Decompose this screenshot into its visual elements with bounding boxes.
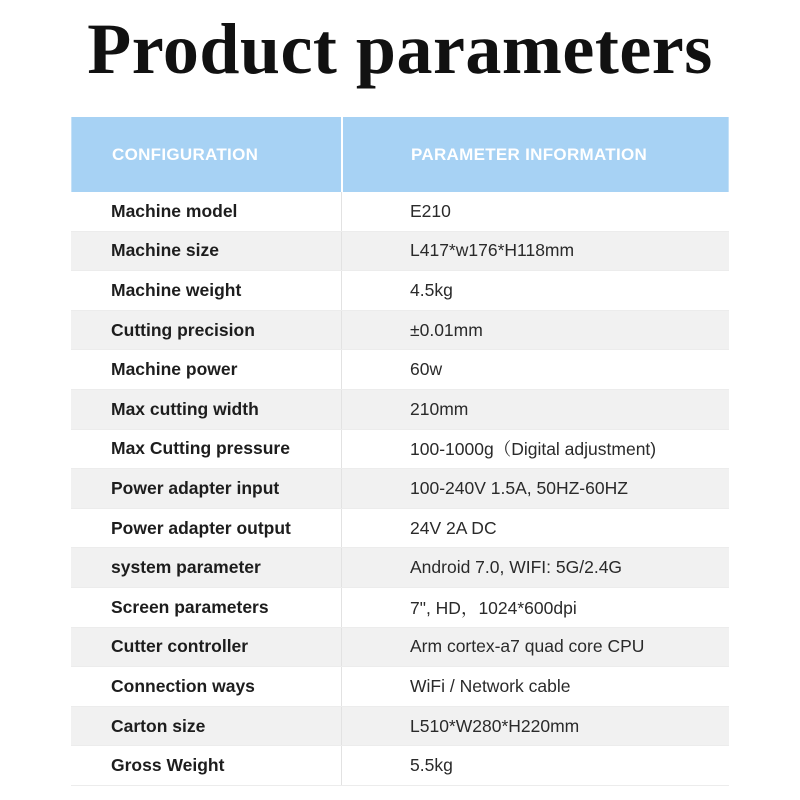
table-row: [71, 746, 729, 786]
row-value: E210: [410, 200, 451, 221]
spec-table: [71, 117, 729, 786]
row-label: Carton size: [71, 707, 342, 746]
row-value: 4.5kg: [410, 279, 453, 300]
header-parameter-information: PARAMETER INFORMATION: [411, 144, 648, 164]
table-row: [71, 311, 729, 351]
table-row: [71, 588, 729, 628]
row-label: Machine weight: [71, 271, 342, 310]
row-value: L510*W280*H220mm: [410, 715, 580, 736]
table-row: [71, 707, 729, 747]
row-value: 210mm: [410, 398, 469, 419]
row-value: 7", HD，1024*600dpi: [410, 597, 577, 618]
table-row: [71, 232, 729, 272]
row-label: Cutting precision: [71, 311, 342, 350]
table-row: [71, 628, 729, 668]
row-label: Cutter controller: [71, 628, 342, 667]
row-label: Max cutting width: [71, 390, 342, 429]
table-row: [71, 548, 729, 588]
row-value: 24V 2A DC: [410, 517, 497, 538]
row-value: WiFi / Network cable: [410, 675, 571, 696]
page-title: Product parameters: [87, 9, 713, 89]
row-value: 100-1000g（Digital adjustment): [410, 439, 657, 460]
table-row: [71, 390, 729, 430]
row-label: Machine power: [71, 350, 342, 389]
row-value: Android 7.0, WIFI: 5G/2.4G: [410, 557, 623, 578]
row-label: Power adapter input: [71, 469, 342, 508]
table-row: [71, 192, 729, 232]
row-value: Arm cortex-a7 quad core CPU: [410, 636, 645, 657]
row-label: system parameter: [71, 548, 342, 587]
header-configuration: CONFIGURATION: [72, 117, 343, 192]
row-value: 60w: [410, 359, 443, 380]
row-value: L417*w176*H118mm: [410, 240, 575, 261]
table-row: [71, 667, 729, 707]
row-label: Max Cutting pressure: [71, 430, 342, 469]
table-row: [71, 509, 729, 549]
row-label: Screen parameters: [71, 588, 342, 627]
table-header: [71, 117, 729, 192]
row-value: 100-240V 1.5A, 50HZ-60HZ: [410, 477, 628, 498]
row-label: Power adapter output: [71, 509, 342, 548]
table-row: [71, 469, 729, 509]
table-row: [71, 430, 729, 470]
table-row: [71, 271, 729, 311]
row-label: Connection ways: [71, 667, 342, 706]
row-value: ±0.01mm: [410, 319, 483, 340]
row-value: 5.5kg: [410, 755, 453, 776]
table-row: [71, 350, 729, 390]
row-label: Machine size: [71, 232, 342, 271]
row-label: Gross Weight: [71, 746, 342, 785]
row-label: Machine model: [71, 192, 342, 231]
